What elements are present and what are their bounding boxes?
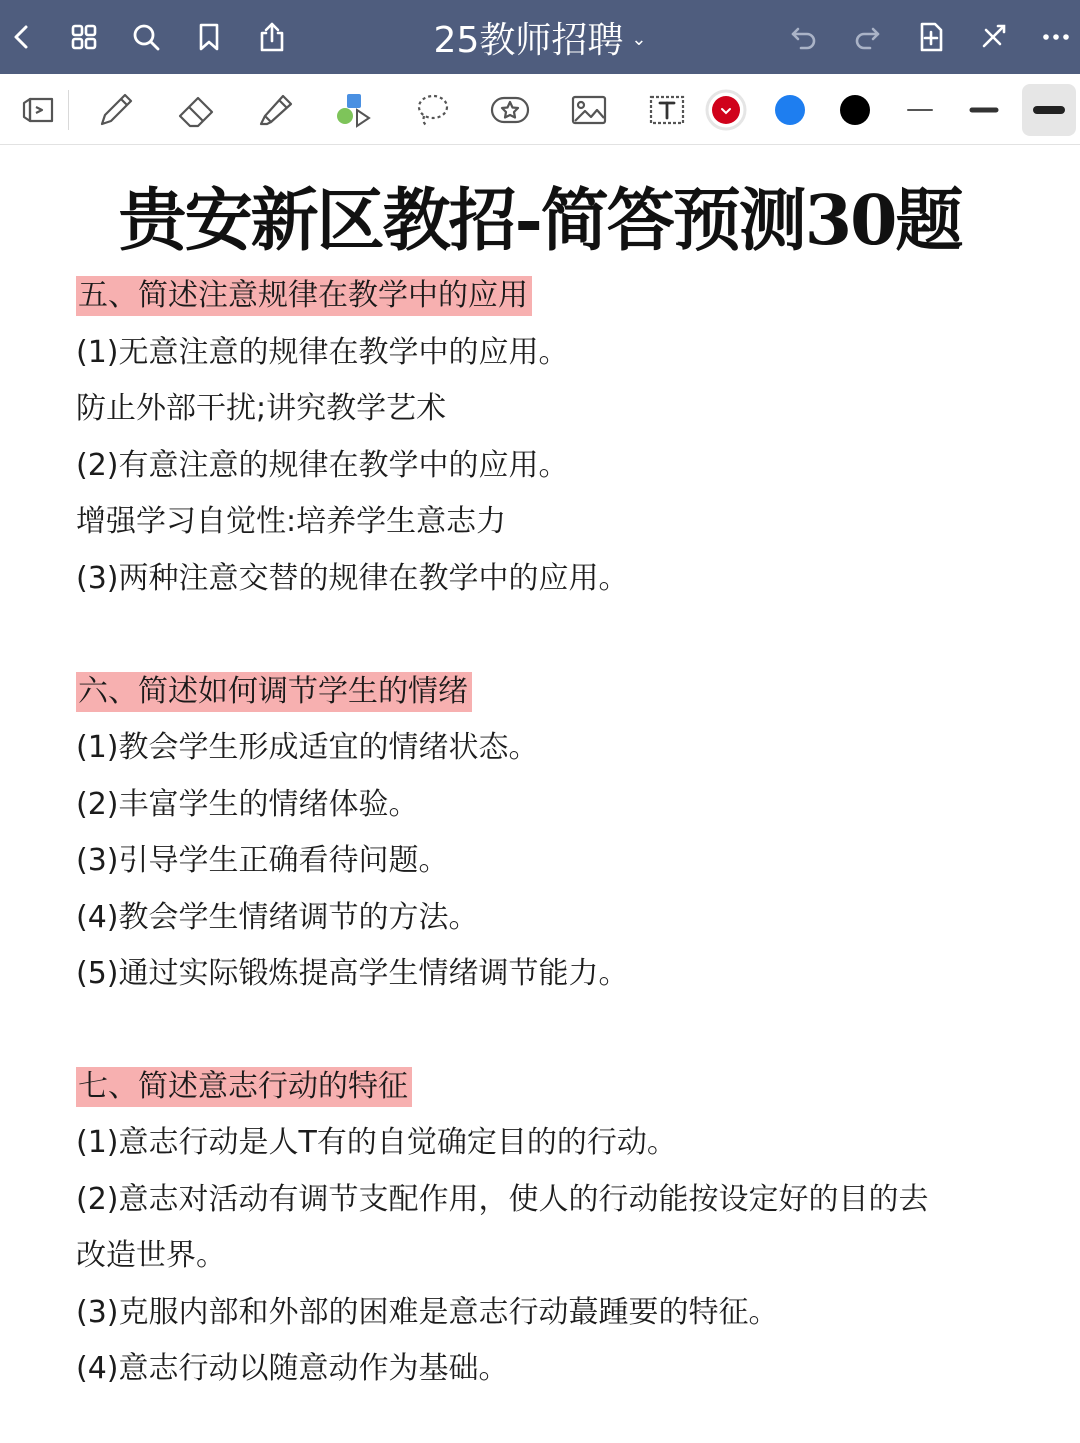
bookmark-icon[interactable] bbox=[191, 19, 227, 55]
section-heading: 五、简述注意规律在教学中的应用 bbox=[76, 276, 532, 316]
back-icon[interactable] bbox=[4, 19, 40, 55]
text-tool-icon[interactable] bbox=[641, 84, 693, 136]
list-item: (4)教会学生情绪调节的方法。 bbox=[76, 900, 479, 935]
list-item: (2)有意注意的规律在教学中的应用。 bbox=[76, 448, 569, 483]
more-icon[interactable] bbox=[1038, 19, 1074, 55]
list-item: (1)意志行动是人T有的自觉确定目的的行动。 bbox=[76, 1125, 677, 1160]
list-item: 改造世界。 bbox=[76, 1238, 226, 1273]
shapes-icon[interactable] bbox=[327, 84, 379, 136]
drawing-toolbar bbox=[0, 74, 1080, 145]
list-item: (3)克服内部和外部的困难是意志行动蕞踵要的特征。 bbox=[76, 1295, 779, 1330]
redo-icon[interactable] bbox=[849, 19, 885, 55]
add-page-icon[interactable] bbox=[913, 19, 949, 55]
sticker-icon[interactable] bbox=[484, 84, 536, 136]
stroke-thin-icon[interactable] bbox=[894, 84, 946, 136]
list-item: 增强学习自觉性:培养学生意志力 bbox=[76, 504, 507, 539]
search-icon[interactable] bbox=[128, 19, 164, 55]
toolbar-divider bbox=[68, 90, 69, 130]
grid-icon[interactable] bbox=[66, 19, 102, 55]
undo-icon[interactable] bbox=[786, 19, 822, 55]
stroke-thick-icon[interactable] bbox=[1022, 84, 1076, 136]
list-item: (1)无意注意的规律在教学中的应用。 bbox=[76, 335, 569, 370]
image-icon[interactable] bbox=[563, 84, 615, 136]
list-item: (5)通过实际锻炼提高学生情绪调节能力。 bbox=[76, 956, 629, 991]
color-swatch-blue[interactable] bbox=[764, 84, 816, 136]
eraser-icon[interactable] bbox=[170, 84, 222, 136]
list-item: (4)意志行动以随意动作为基础。 bbox=[76, 1351, 509, 1386]
pen-icon[interactable] bbox=[90, 84, 142, 136]
document-title[interactable] bbox=[340, 0, 740, 74]
close-edit-icon[interactable] bbox=[975, 19, 1011, 55]
color-swatch-red[interactable] bbox=[700, 84, 752, 136]
list-item: (2)意志对活动有调节支配作用，使人的行动能按设定好的目的去 bbox=[76, 1182, 929, 1217]
highlighter-icon[interactable] bbox=[249, 84, 301, 136]
page-title: 贵安新区教招-简答预测30题 bbox=[118, 181, 962, 261]
top-nav-bar bbox=[0, 0, 1080, 74]
section-heading: 六、简述如何调节学生的情绪 bbox=[76, 672, 472, 712]
stroke-medium-icon[interactable] bbox=[958, 84, 1010, 136]
list-item: (1)教会学生形成适宜的情绪状态。 bbox=[76, 730, 539, 765]
color-swatch-black[interactable] bbox=[829, 84, 881, 136]
section-heading: 七、简述意志行动的特征 bbox=[76, 1067, 412, 1107]
lasso-icon[interactable] bbox=[406, 84, 458, 136]
sidebar-toggle-icon[interactable] bbox=[12, 84, 64, 136]
list-item: (3)两种注意交替的规律在教学中的应用。 bbox=[76, 561, 629, 596]
list-item: (2)丰富学生的情绪体验。 bbox=[76, 787, 419, 822]
share-icon[interactable] bbox=[254, 19, 290, 55]
chevron-down-icon: ⌄ bbox=[631, 28, 647, 50]
list-item: 防止外部干扰;讲究教学艺术 bbox=[76, 391, 447, 426]
list-item: (3)引导学生正确看待问题。 bbox=[76, 843, 449, 878]
document-title-text: 25教师招聘 bbox=[433, 19, 624, 61]
